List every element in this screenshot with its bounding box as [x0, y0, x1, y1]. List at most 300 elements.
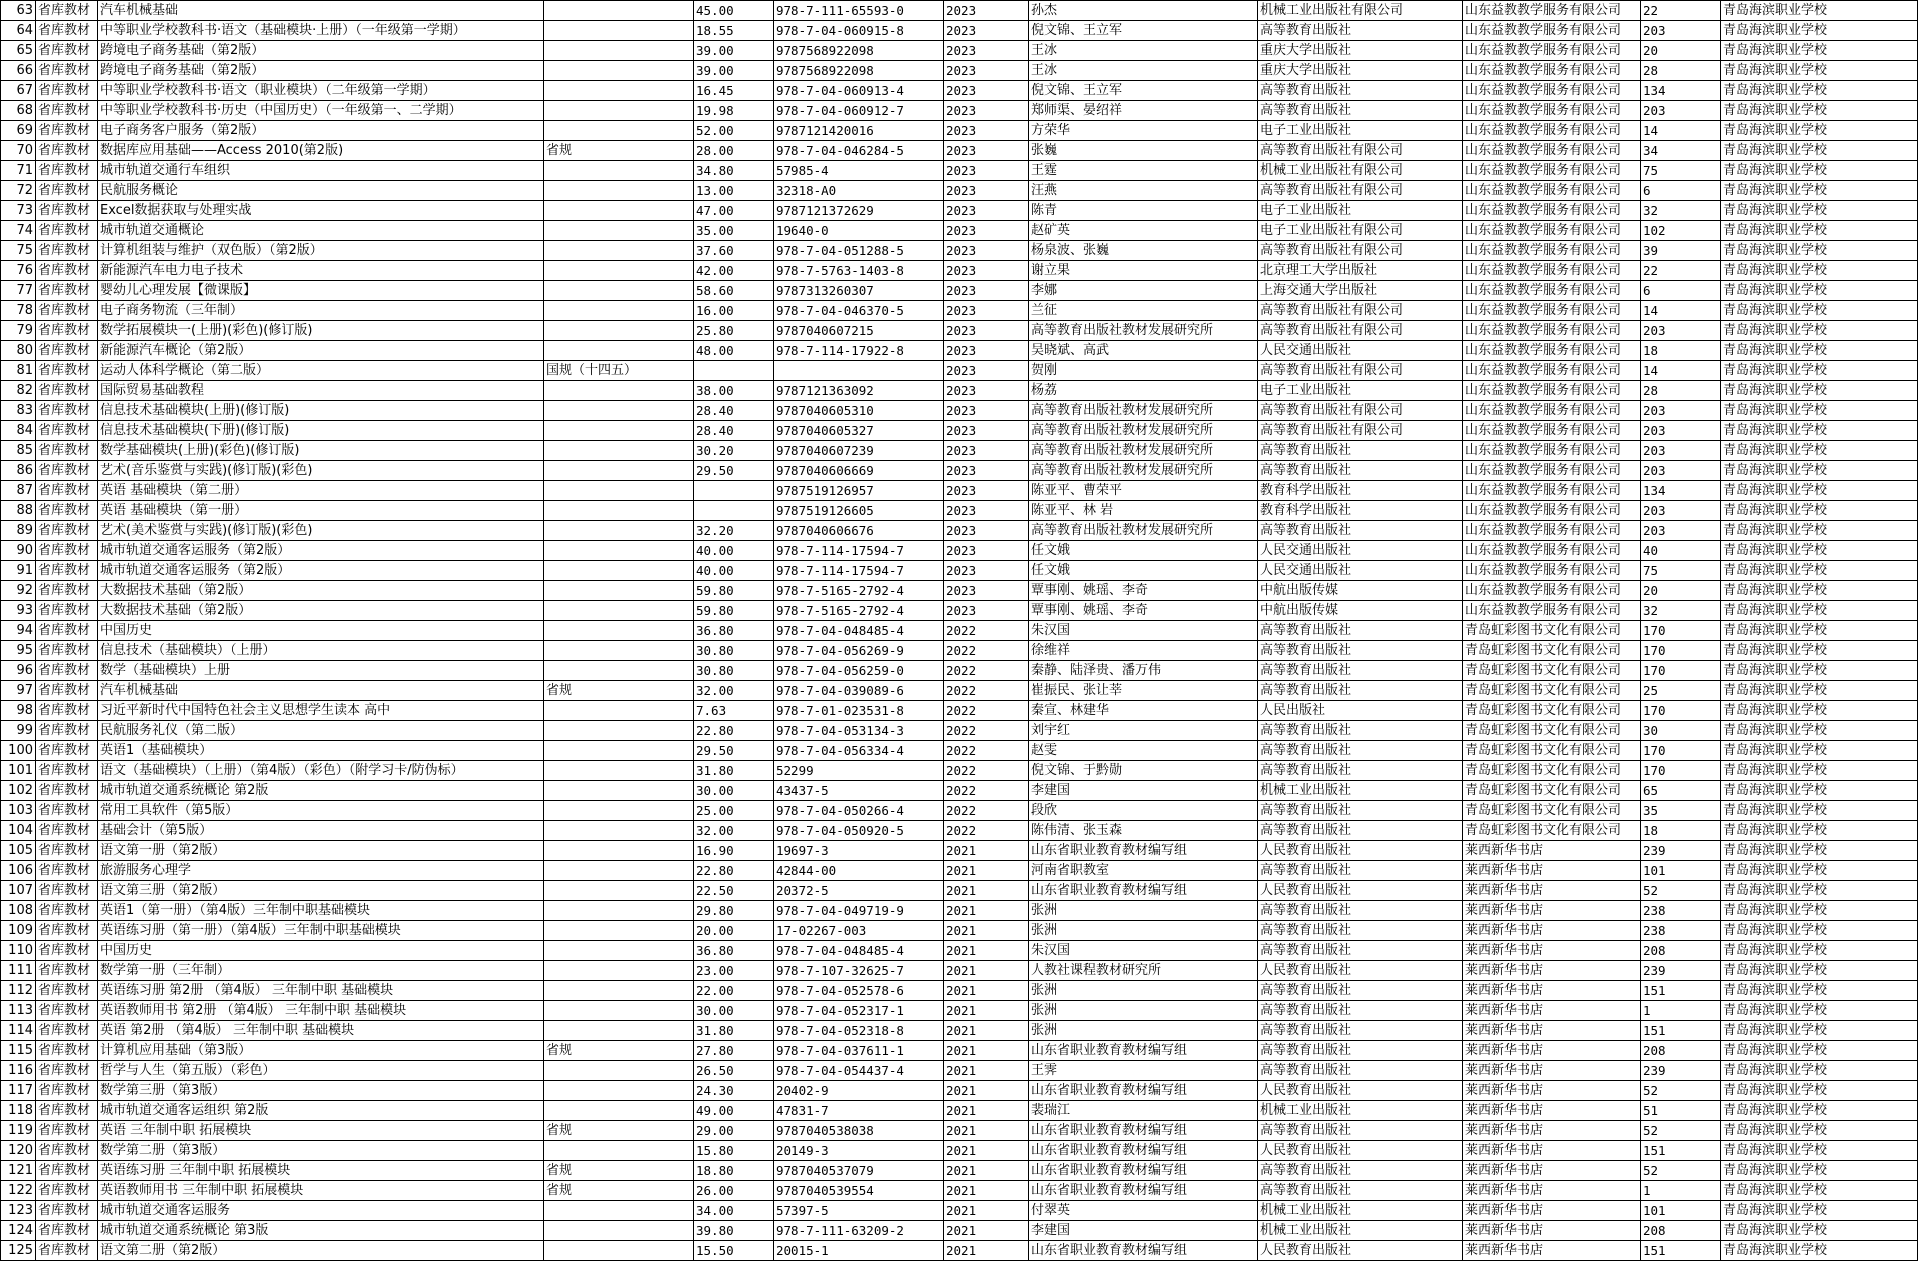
row-number-cell[interactable]: 125 — [1, 1241, 36, 1261]
row-number-cell[interactable]: 80 — [1, 341, 36, 361]
year-cell[interactable]: 2021 — [944, 921, 1029, 941]
author-cell[interactable]: 张洲 — [1029, 981, 1258, 1001]
supplier-cell[interactable]: 莱西新华书店 — [1463, 1161, 1641, 1181]
supplier-cell[interactable]: 山东益教教学服务有限公司 — [1463, 141, 1641, 161]
year-cell[interactable]: 2022 — [944, 661, 1029, 681]
book-title-cell[interactable]: 艺术(音乐鉴赏与实践)(修订版)(彩色) — [98, 461, 544, 481]
price-cell[interactable]: 18.55 — [694, 21, 774, 41]
book-title-cell[interactable]: 数学基础模块(上册)(彩色)(修订版) — [98, 441, 544, 461]
publisher-cell[interactable]: 高等教育出版社 — [1258, 921, 1463, 941]
price-cell[interactable]: 36.80 — [694, 621, 774, 641]
plan-type-cell[interactable] — [544, 1081, 694, 1101]
price-cell[interactable]: 26.00 — [694, 1181, 774, 1201]
category-cell[interactable]: 省库教材 — [36, 961, 98, 981]
category-cell[interactable]: 省库教材 — [36, 641, 98, 661]
book-title-cell[interactable]: 跨境电子商务基础（第2版） — [98, 41, 544, 61]
row-number-cell[interactable]: 101 — [1, 761, 36, 781]
supplier-cell[interactable]: 山东益教教学服务有限公司 — [1463, 541, 1641, 561]
author-cell[interactable]: 陈亚平、曹荣平 — [1029, 481, 1258, 501]
price-cell[interactable]: 30.80 — [694, 661, 774, 681]
isbn-cell[interactable]: 9787313260307 — [774, 281, 944, 301]
supplier-cell[interactable]: 莱西新华书店 — [1463, 1001, 1641, 1021]
price-cell[interactable]: 19.98 — [694, 101, 774, 121]
quantity-cell[interactable]: 52 — [1641, 1121, 1721, 1141]
price-cell[interactable]: 59.80 — [694, 601, 774, 621]
quantity-cell[interactable]: 32 — [1641, 201, 1721, 221]
quantity-cell[interactable]: 203 — [1641, 521, 1721, 541]
book-title-cell[interactable]: 新能源汽车电力电子技术 — [98, 261, 544, 281]
category-cell[interactable]: 省库教材 — [36, 561, 98, 581]
author-cell[interactable]: 山东省职业教育教材编写组 — [1029, 841, 1258, 861]
school-cell[interactable]: 青岛海滨职业学校 — [1721, 1021, 1918, 1041]
year-cell[interactable]: 2022 — [944, 641, 1029, 661]
row-number-cell[interactable]: 82 — [1, 381, 36, 401]
publisher-cell[interactable]: 高等教育出版社 — [1258, 1001, 1463, 1021]
category-cell[interactable]: 省库教材 — [36, 141, 98, 161]
quantity-cell[interactable]: 28 — [1641, 381, 1721, 401]
row-number-cell[interactable]: 76 — [1, 261, 36, 281]
plan-type-cell[interactable] — [544, 901, 694, 921]
author-cell[interactable]: 山东省职业教育教材编写组 — [1029, 1081, 1258, 1101]
book-title-cell[interactable]: 城市轨道交通客运服务 — [98, 1201, 544, 1221]
isbn-cell[interactable]: 9787568922098 — [774, 41, 944, 61]
row-number-cell[interactable]: 117 — [1, 1081, 36, 1101]
author-cell[interactable]: 张洲 — [1029, 901, 1258, 921]
author-cell[interactable]: 山东省职业教育教材编写组 — [1029, 1161, 1258, 1181]
book-title-cell[interactable]: 英语 基础模块（第一册） — [98, 501, 544, 521]
plan-type-cell[interactable] — [544, 721, 694, 741]
plan-type-cell[interactable] — [544, 521, 694, 541]
school-cell[interactable]: 青岛海滨职业学校 — [1721, 561, 1918, 581]
plan-type-cell[interactable] — [544, 841, 694, 861]
quantity-cell[interactable]: 65 — [1641, 781, 1721, 801]
row-number-cell[interactable]: 79 — [1, 321, 36, 341]
quantity-cell[interactable]: 170 — [1641, 701, 1721, 721]
author-cell[interactable]: 覃事刚、姚瑶、李奇 — [1029, 601, 1258, 621]
isbn-cell[interactable]: 978-7-111-63209-2 — [774, 1221, 944, 1241]
book-title-cell[interactable]: 信息技术基础模块(上册)(修订版) — [98, 401, 544, 421]
price-cell[interactable]: 52.00 — [694, 121, 774, 141]
plan-type-cell[interactable] — [544, 881, 694, 901]
row-number-cell[interactable]: 66 — [1, 61, 36, 81]
price-cell[interactable]: 20.00 — [694, 921, 774, 941]
school-cell[interactable]: 青岛海滨职业学校 — [1721, 441, 1918, 461]
price-cell[interactable]: 39.00 — [694, 41, 774, 61]
isbn-cell[interactable]: 978-7-01-023531-8 — [774, 701, 944, 721]
publisher-cell[interactable]: 高等教育出版社 — [1258, 661, 1463, 681]
supplier-cell[interactable]: 山东益教教学服务有限公司 — [1463, 81, 1641, 101]
supplier-cell[interactable]: 青岛虹彩图书文化有限公司 — [1463, 721, 1641, 741]
supplier-cell[interactable]: 莱西新华书店 — [1463, 1101, 1641, 1121]
price-cell[interactable] — [694, 481, 774, 501]
quantity-cell[interactable]: 134 — [1641, 481, 1721, 501]
quantity-cell[interactable]: 51 — [1641, 1101, 1721, 1121]
row-number-cell[interactable]: 106 — [1, 861, 36, 881]
author-cell[interactable]: 山东省职业教育教材编写组 — [1029, 1181, 1258, 1201]
book-title-cell[interactable]: 城市轨道交通概论 — [98, 221, 544, 241]
school-cell[interactable]: 青岛海滨职业学校 — [1721, 1041, 1918, 1061]
school-cell[interactable]: 青岛海滨职业学校 — [1721, 541, 1918, 561]
publisher-cell[interactable]: 高等教育出版社 — [1258, 941, 1463, 961]
book-title-cell[interactable]: 大数据技术基础（第2版） — [98, 581, 544, 601]
book-title-cell[interactable]: 中等职业学校教科书·语文（职业模块）（二年级第一学期） — [98, 81, 544, 101]
price-cell[interactable] — [694, 501, 774, 521]
publisher-cell[interactable]: 高等教育出版社 — [1258, 981, 1463, 1001]
row-number-cell[interactable]: 96 — [1, 661, 36, 681]
plan-type-cell[interactable] — [544, 201, 694, 221]
category-cell[interactable]: 省库教材 — [36, 821, 98, 841]
year-cell[interactable]: 2023 — [944, 361, 1029, 381]
book-title-cell[interactable]: 英语1（第一册）（第4版）三年制中职基础模块 — [98, 901, 544, 921]
category-cell[interactable]: 省库教材 — [36, 761, 98, 781]
school-cell[interactable]: 青岛海滨职业学校 — [1721, 281, 1918, 301]
quantity-cell[interactable]: 238 — [1641, 901, 1721, 921]
plan-type-cell[interactable] — [544, 281, 694, 301]
plan-type-cell[interactable] — [544, 821, 694, 841]
plan-type-cell[interactable] — [544, 741, 694, 761]
author-cell[interactable]: 崔振民、张让莘 — [1029, 681, 1258, 701]
book-title-cell[interactable]: 城市轨道交通客运组织 第2版 — [98, 1101, 544, 1121]
year-cell[interactable]: 2022 — [944, 761, 1029, 781]
plan-type-cell[interactable]: 省规 — [544, 1121, 694, 1141]
isbn-cell[interactable]: 978-7-04-052318-8 — [774, 1021, 944, 1041]
supplier-cell[interactable]: 莱西新华书店 — [1463, 921, 1641, 941]
price-cell[interactable]: 47.00 — [694, 201, 774, 221]
year-cell[interactable]: 2021 — [944, 1061, 1029, 1081]
plan-type-cell[interactable] — [544, 861, 694, 881]
book-title-cell[interactable]: 英语教师用书 第2册 （第4版） 三年制中职 基础模块 — [98, 1001, 544, 1021]
year-cell[interactable]: 2023 — [944, 221, 1029, 241]
row-number-cell[interactable]: 95 — [1, 641, 36, 661]
row-number-cell[interactable]: 84 — [1, 421, 36, 441]
supplier-cell[interactable]: 莱西新华书店 — [1463, 1081, 1641, 1101]
year-cell[interactable]: 2023 — [944, 41, 1029, 61]
author-cell[interactable]: 徐维祥 — [1029, 641, 1258, 661]
plan-type-cell[interactable] — [544, 701, 694, 721]
year-cell[interactable]: 2023 — [944, 581, 1029, 601]
plan-type-cell[interactable] — [544, 781, 694, 801]
category-cell[interactable]: 省库教材 — [36, 81, 98, 101]
year-cell[interactable]: 2022 — [944, 701, 1029, 721]
publisher-cell[interactable]: 上海交通大学出版社 — [1258, 281, 1463, 301]
publisher-cell[interactable]: 高等教育出版社 — [1258, 821, 1463, 841]
publisher-cell[interactable]: 人民教育出版社 — [1258, 1241, 1463, 1261]
publisher-cell[interactable]: 高等教育出版社 — [1258, 1021, 1463, 1041]
book-title-cell[interactable]: 计算机组装与维护（双色版）（第2版） — [98, 241, 544, 261]
supplier-cell[interactable]: 山东益教教学服务有限公司 — [1463, 121, 1641, 141]
plan-type-cell[interactable] — [544, 801, 694, 821]
supplier-cell[interactable]: 莱西新华书店 — [1463, 981, 1641, 1001]
supplier-cell[interactable]: 山东益教教学服务有限公司 — [1463, 341, 1641, 361]
year-cell[interactable]: 2023 — [944, 501, 1029, 521]
year-cell[interactable]: 2023 — [944, 521, 1029, 541]
plan-type-cell[interactable] — [544, 541, 694, 561]
quantity-cell[interactable]: 238 — [1641, 921, 1721, 941]
category-cell[interactable]: 省库教材 — [36, 481, 98, 501]
plan-type-cell[interactable] — [544, 581, 694, 601]
plan-type-cell[interactable]: 省规 — [544, 1041, 694, 1061]
category-cell[interactable]: 省库教材 — [36, 261, 98, 281]
publisher-cell[interactable]: 高等教育出版社 — [1258, 441, 1463, 461]
isbn-cell[interactable]: 9787121363092 — [774, 381, 944, 401]
quantity-cell[interactable]: 203 — [1641, 101, 1721, 121]
publisher-cell[interactable]: 人民交通出版社 — [1258, 341, 1463, 361]
category-cell[interactable]: 省库教材 — [36, 601, 98, 621]
isbn-cell[interactable]: 57985-4 — [774, 161, 944, 181]
book-title-cell[interactable]: 旅游服务心理学 — [98, 861, 544, 881]
year-cell[interactable]: 2023 — [944, 301, 1029, 321]
plan-type-cell[interactable] — [544, 941, 694, 961]
price-cell[interactable]: 22.80 — [694, 861, 774, 881]
plan-type-cell[interactable] — [544, 1141, 694, 1161]
author-cell[interactable]: 山东省职业教育教材编写组 — [1029, 1141, 1258, 1161]
supplier-cell[interactable]: 山东益教教学服务有限公司 — [1463, 201, 1641, 221]
price-cell[interactable]: 13.00 — [694, 181, 774, 201]
school-cell[interactable]: 青岛海滨职业学校 — [1721, 161, 1918, 181]
book-title-cell[interactable]: 数学（基础模块）上册 — [98, 661, 544, 681]
publisher-cell[interactable]: 重庆大学出版社 — [1258, 61, 1463, 81]
school-cell[interactable]: 青岛海滨职业学校 — [1721, 1241, 1918, 1261]
publisher-cell[interactable]: 北京理工大学出版社 — [1258, 261, 1463, 281]
author-cell[interactable]: 刘宇红 — [1029, 721, 1258, 741]
year-cell[interactable]: 2021 — [944, 961, 1029, 981]
quantity-cell[interactable]: 208 — [1641, 941, 1721, 961]
quantity-cell[interactable]: 151 — [1641, 981, 1721, 1001]
publisher-cell[interactable]: 电子工业出版社 — [1258, 121, 1463, 141]
supplier-cell[interactable]: 山东益教教学服务有限公司 — [1463, 161, 1641, 181]
isbn-cell[interactable]: 20149-3 — [774, 1141, 944, 1161]
publisher-cell[interactable]: 高等教育出版社有限公司 — [1258, 361, 1463, 381]
school-cell[interactable]: 青岛海滨职业学校 — [1721, 81, 1918, 101]
isbn-cell[interactable]: 9787040606676 — [774, 521, 944, 541]
author-cell[interactable]: 山东省职业教育教材编写组 — [1029, 1241, 1258, 1261]
year-cell[interactable]: 2022 — [944, 801, 1029, 821]
quantity-cell[interactable]: 32 — [1641, 601, 1721, 621]
category-cell[interactable]: 省库教材 — [36, 541, 98, 561]
isbn-cell[interactable]: 978-7-04-054437-4 — [774, 1061, 944, 1081]
row-number-cell[interactable]: 113 — [1, 1001, 36, 1021]
author-cell[interactable]: 王冰 — [1029, 61, 1258, 81]
price-cell[interactable]: 22.80 — [694, 721, 774, 741]
price-cell[interactable]: 16.00 — [694, 301, 774, 321]
quantity-cell[interactable]: 75 — [1641, 161, 1721, 181]
category-cell[interactable]: 省库教材 — [36, 1141, 98, 1161]
author-cell[interactable]: 段欣 — [1029, 801, 1258, 821]
price-cell[interactable]: 25.80 — [694, 321, 774, 341]
publisher-cell[interactable]: 重庆大学出版社 — [1258, 41, 1463, 61]
quantity-cell[interactable]: 239 — [1641, 841, 1721, 861]
book-title-cell[interactable]: 民航服务礼仪（第二版） — [98, 721, 544, 741]
school-cell[interactable]: 青岛海滨职业学校 — [1721, 261, 1918, 281]
plan-type-cell[interactable] — [544, 1, 694, 21]
price-cell[interactable]: 34.00 — [694, 1201, 774, 1221]
year-cell[interactable]: 2023 — [944, 1, 1029, 21]
quantity-cell[interactable]: 203 — [1641, 321, 1721, 341]
price-cell[interactable]: 42.00 — [694, 261, 774, 281]
year-cell[interactable]: 2021 — [944, 901, 1029, 921]
school-cell[interactable]: 青岛海滨职业学校 — [1721, 1, 1918, 21]
row-number-cell[interactable]: 74 — [1, 221, 36, 241]
publisher-cell[interactable]: 人民教育出版社 — [1258, 881, 1463, 901]
quantity-cell[interactable]: 170 — [1641, 741, 1721, 761]
plan-type-cell[interactable] — [544, 401, 694, 421]
school-cell[interactable]: 青岛海滨职业学校 — [1721, 1161, 1918, 1181]
book-title-cell[interactable]: 数学拓展模块一(上册)(彩色)(修订版) — [98, 321, 544, 341]
quantity-cell[interactable]: 203 — [1641, 421, 1721, 441]
isbn-cell[interactable]: 43437-5 — [774, 781, 944, 801]
isbn-cell[interactable]: 978-7-04-050266-4 — [774, 801, 944, 821]
category-cell[interactable]: 省库教材 — [36, 61, 98, 81]
supplier-cell[interactable]: 山东益教教学服务有限公司 — [1463, 261, 1641, 281]
isbn-cell[interactable]: 978-7-04-053134-3 — [774, 721, 944, 741]
school-cell[interactable]: 青岛海滨职业学校 — [1721, 1061, 1918, 1081]
category-cell[interactable]: 省库教材 — [36, 621, 98, 641]
year-cell[interactable]: 2023 — [944, 161, 1029, 181]
price-cell[interactable]: 22.50 — [694, 881, 774, 901]
row-number-cell[interactable]: 85 — [1, 441, 36, 461]
price-cell[interactable]: 29.80 — [694, 901, 774, 921]
row-number-cell[interactable]: 99 — [1, 721, 36, 741]
price-cell[interactable]: 29.50 — [694, 741, 774, 761]
plan-type-cell[interactable] — [544, 41, 694, 61]
book-title-cell[interactable]: 中等职业学校教科书·历史（中国历史）（一年级第一、二学期） — [98, 101, 544, 121]
book-title-cell[interactable]: 运动人体科学概论（第二版） — [98, 361, 544, 381]
publisher-cell[interactable]: 高等教育出版社 — [1258, 21, 1463, 41]
supplier-cell[interactable]: 莱西新华书店 — [1463, 1181, 1641, 1201]
author-cell[interactable]: 陈亚平、林 岩 — [1029, 501, 1258, 521]
isbn-cell[interactable]: 978-7-04-052317-1 — [774, 1001, 944, 1021]
isbn-cell[interactable]: 47831-7 — [774, 1101, 944, 1121]
category-cell[interactable]: 省库教材 — [36, 341, 98, 361]
quantity-cell[interactable]: 101 — [1641, 1201, 1721, 1221]
isbn-cell[interactable]: 20402-9 — [774, 1081, 944, 1101]
isbn-cell[interactable]: 9787040538038 — [774, 1121, 944, 1141]
author-cell[interactable]: 秦宣、林建华 — [1029, 701, 1258, 721]
year-cell[interactable]: 2022 — [944, 681, 1029, 701]
row-number-cell[interactable]: 90 — [1, 541, 36, 561]
isbn-cell[interactable]: 20015-1 — [774, 1241, 944, 1261]
school-cell[interactable]: 青岛海滨职业学校 — [1721, 1101, 1918, 1121]
quantity-cell[interactable]: 18 — [1641, 821, 1721, 841]
price-cell[interactable]: 24.30 — [694, 1081, 774, 1101]
author-cell[interactable]: 张洲 — [1029, 1001, 1258, 1021]
publisher-cell[interactable]: 机械工业出版社 — [1258, 1221, 1463, 1241]
supplier-cell[interactable]: 莱西新华书店 — [1463, 861, 1641, 881]
supplier-cell[interactable]: 莱西新华书店 — [1463, 941, 1641, 961]
row-number-cell[interactable]: 122 — [1, 1181, 36, 1201]
book-title-cell[interactable]: 习近平新时代中国特色社会主义思想学生读本 高中 — [98, 701, 544, 721]
school-cell[interactable]: 青岛海滨职业学校 — [1721, 521, 1918, 541]
publisher-cell[interactable]: 高等教育出版社 — [1258, 521, 1463, 541]
publisher-cell[interactable]: 电子工业出版社 — [1258, 201, 1463, 221]
row-number-cell[interactable]: 100 — [1, 741, 36, 761]
category-cell[interactable]: 省库教材 — [36, 781, 98, 801]
category-cell[interactable]: 省库教材 — [36, 681, 98, 701]
supplier-cell[interactable]: 青岛虹彩图书文化有限公司 — [1463, 681, 1641, 701]
book-title-cell[interactable]: 英语教师用书 三年制中职 拓展模块 — [98, 1181, 544, 1201]
plan-type-cell[interactable] — [544, 81, 694, 101]
row-number-cell[interactable]: 102 — [1, 781, 36, 801]
isbn-cell[interactable]: 978-7-5165-2792-4 — [774, 581, 944, 601]
year-cell[interactable]: 2023 — [944, 201, 1029, 221]
plan-type-cell[interactable] — [544, 381, 694, 401]
year-cell[interactable]: 2021 — [944, 861, 1029, 881]
publisher-cell[interactable]: 高等教育出版社 — [1258, 761, 1463, 781]
book-title-cell[interactable]: 电子商务物流（三年制） — [98, 301, 544, 321]
category-cell[interactable]: 省库教材 — [36, 1121, 98, 1141]
category-cell[interactable]: 省库教材 — [36, 1041, 98, 1061]
quantity-cell[interactable]: 30 — [1641, 721, 1721, 741]
supplier-cell[interactable]: 山东益教教学服务有限公司 — [1463, 501, 1641, 521]
publisher-cell[interactable]: 高等教育出版社 — [1258, 1161, 1463, 1181]
book-title-cell[interactable]: 汽车机械基础 — [98, 681, 544, 701]
book-title-cell[interactable]: 语文（基础模块）（上册）（第4版）（彩色）（附学习卡/防伪标） — [98, 761, 544, 781]
book-title-cell[interactable]: 信息技术（基础模块）（上册） — [98, 641, 544, 661]
category-cell[interactable]: 省库教材 — [36, 101, 98, 121]
isbn-cell[interactable]: 9787040606669 — [774, 461, 944, 481]
category-cell[interactable]: 省库教材 — [36, 461, 98, 481]
category-cell[interactable]: 省库教材 — [36, 381, 98, 401]
category-cell[interactable]: 省库教材 — [36, 1181, 98, 1201]
quantity-cell[interactable]: 203 — [1641, 401, 1721, 421]
book-title-cell[interactable]: 中国历史 — [98, 941, 544, 961]
supplier-cell[interactable]: 青岛虹彩图书文化有限公司 — [1463, 761, 1641, 781]
supplier-cell[interactable]: 山东益教教学服务有限公司 — [1463, 381, 1641, 401]
year-cell[interactable]: 2023 — [944, 381, 1029, 401]
supplier-cell[interactable]: 莱西新华书店 — [1463, 1241, 1641, 1261]
year-cell[interactable]: 2022 — [944, 721, 1029, 741]
plan-type-cell[interactable] — [544, 1001, 694, 1021]
isbn-cell[interactable]: 978-7-04-050920-5 — [774, 821, 944, 841]
author-cell[interactable]: 高等教育出版社教材发展研究所 — [1029, 401, 1258, 421]
school-cell[interactable]: 青岛海滨职业学校 — [1721, 601, 1918, 621]
plan-type-cell[interactable] — [544, 21, 694, 41]
supplier-cell[interactable]: 莱西新华书店 — [1463, 1061, 1641, 1081]
price-cell[interactable]: 28.40 — [694, 401, 774, 421]
author-cell[interactable]: 张洲 — [1029, 1021, 1258, 1041]
publisher-cell[interactable]: 人民出版社 — [1258, 701, 1463, 721]
year-cell[interactable]: 2021 — [944, 1101, 1029, 1121]
price-cell[interactable]: 48.00 — [694, 341, 774, 361]
plan-type-cell[interactable] — [544, 101, 694, 121]
year-cell[interactable]: 2023 — [944, 541, 1029, 561]
isbn-cell[interactable]: 9787121420016 — [774, 121, 944, 141]
supplier-cell[interactable]: 青岛虹彩图书文化有限公司 — [1463, 701, 1641, 721]
supplier-cell[interactable]: 山东益教教学服务有限公司 — [1463, 221, 1641, 241]
year-cell[interactable]: 2021 — [944, 1021, 1029, 1041]
publisher-cell[interactable]: 高等教育出版社有限公司 — [1258, 141, 1463, 161]
plan-type-cell[interactable] — [544, 441, 694, 461]
publisher-cell[interactable]: 高等教育出版社 — [1258, 741, 1463, 761]
supplier-cell[interactable]: 青岛虹彩图书文化有限公司 — [1463, 621, 1641, 641]
isbn-cell[interactable]: 20372-5 — [774, 881, 944, 901]
isbn-cell[interactable]: 978-7-04-046370-5 — [774, 301, 944, 321]
author-cell[interactable]: 任文娥 — [1029, 561, 1258, 581]
price-cell[interactable]: 30.20 — [694, 441, 774, 461]
quantity-cell[interactable]: 14 — [1641, 361, 1721, 381]
row-number-cell[interactable]: 87 — [1, 481, 36, 501]
quantity-cell[interactable]: 170 — [1641, 661, 1721, 681]
category-cell[interactable]: 省库教材 — [36, 721, 98, 741]
row-number-cell[interactable]: 111 — [1, 961, 36, 981]
year-cell[interactable]: 2023 — [944, 461, 1029, 481]
isbn-cell[interactable]: 978-7-04-056334-4 — [774, 741, 944, 761]
price-cell[interactable]: 32.00 — [694, 821, 774, 841]
publisher-cell[interactable]: 中航出版传媒 — [1258, 581, 1463, 601]
book-title-cell[interactable]: 基础会计（第5版） — [98, 821, 544, 841]
author-cell[interactable]: 倪文锦、于黔勋 — [1029, 761, 1258, 781]
publisher-cell[interactable]: 人民教育出版社 — [1258, 841, 1463, 861]
